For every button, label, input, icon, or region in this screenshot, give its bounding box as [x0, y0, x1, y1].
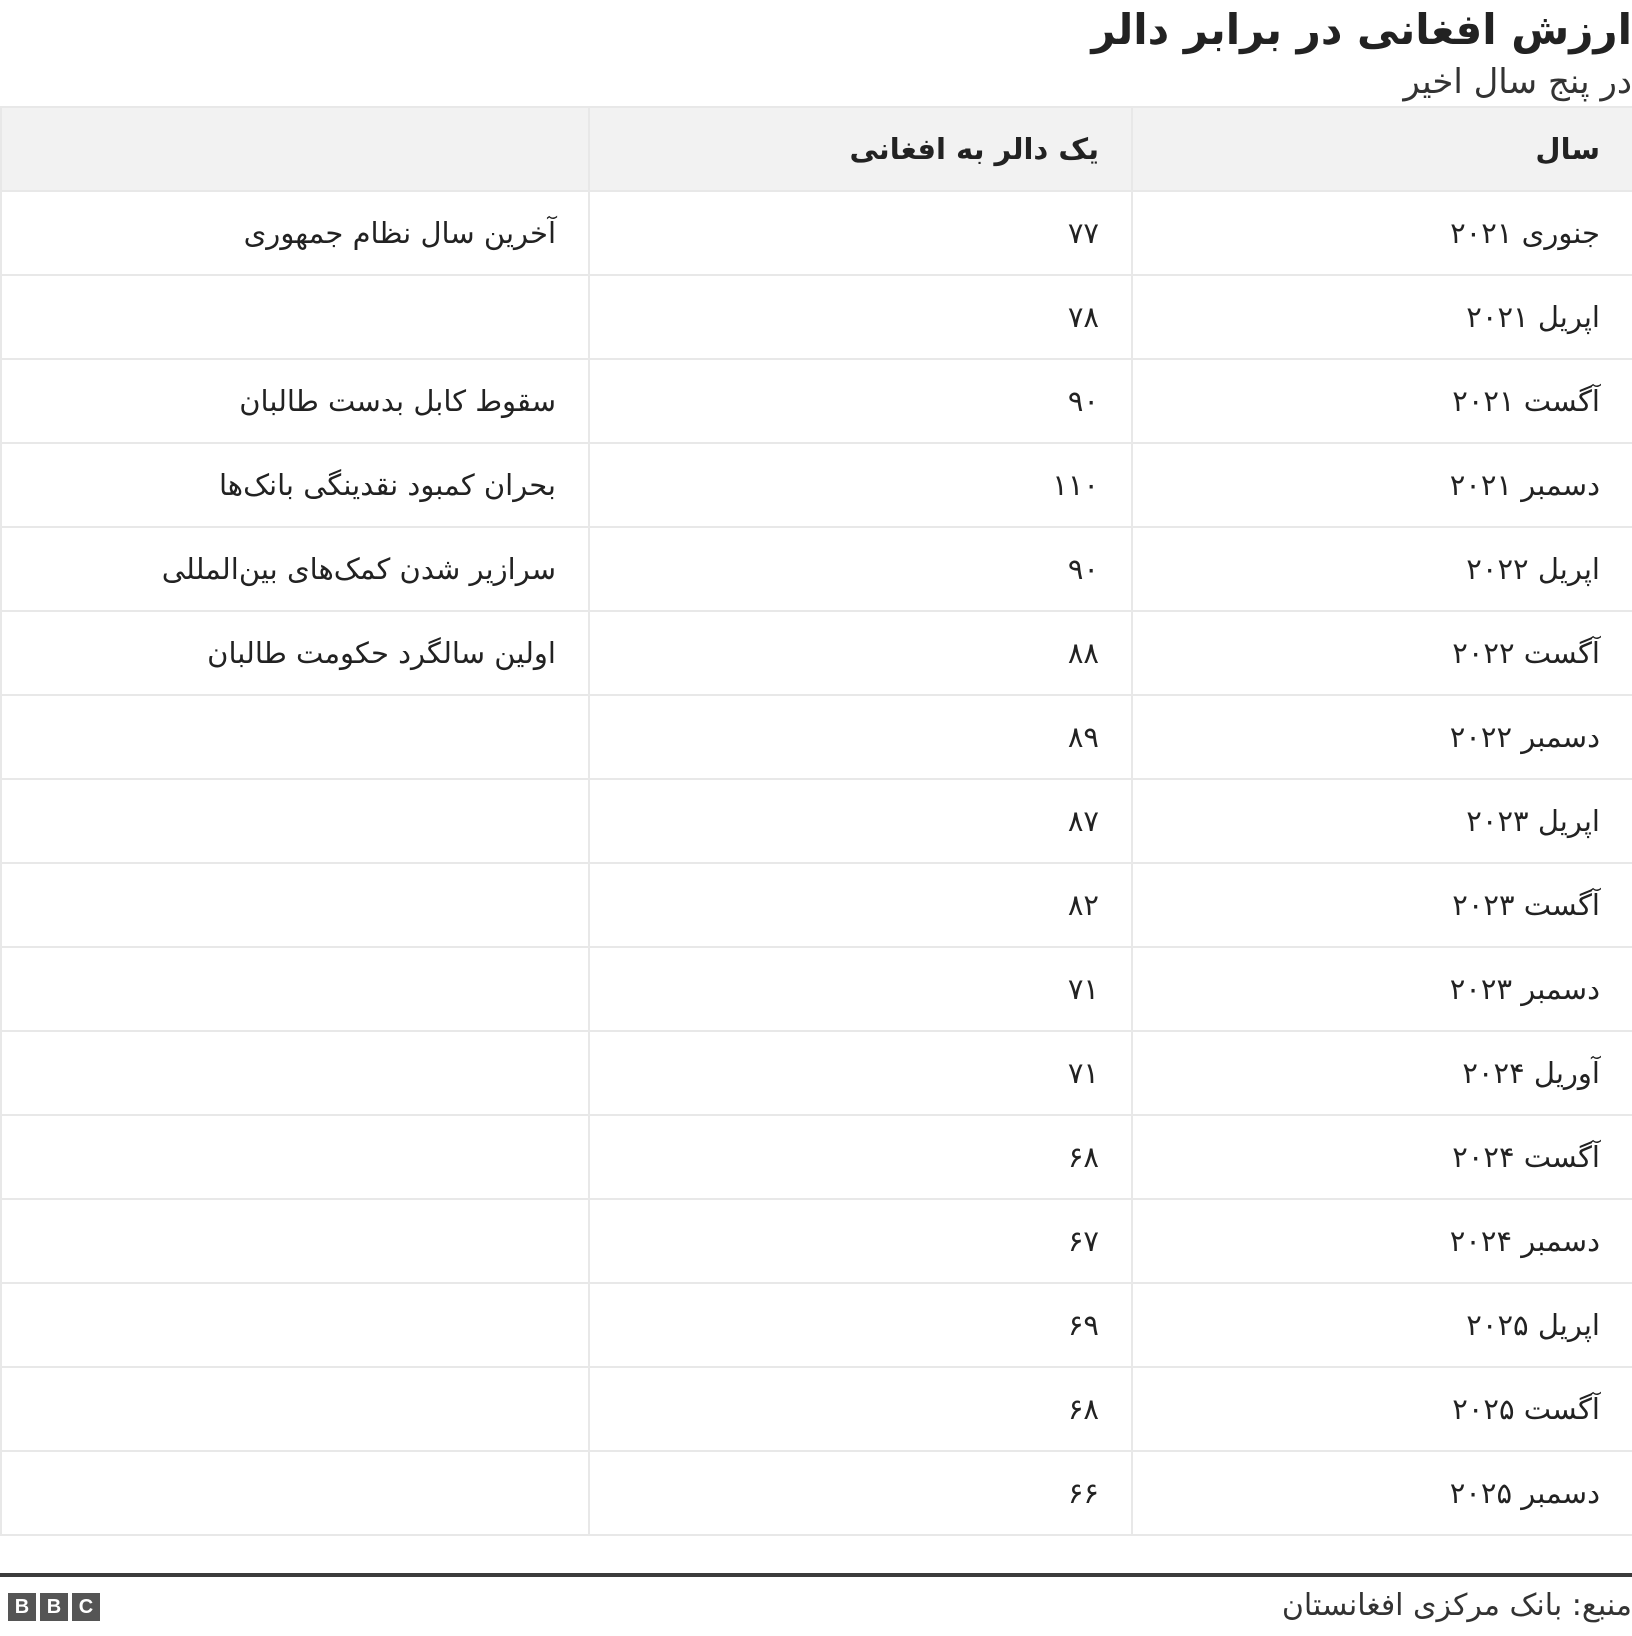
- bbc-logo: [8, 1593, 100, 1621]
- cell-rate: ۶۸: [589, 1115, 1132, 1199]
- source-note: منبع: بانک مرکزی افغانستان: [1281, 1588, 1632, 1623]
- bbc-logo-b2: B: [40, 1593, 68, 1621]
- cell-rate: ۱۱۰: [589, 443, 1132, 527]
- bbc-logo-b1: B: [8, 1593, 36, 1621]
- cell-rate: ۸۷: [589, 779, 1132, 863]
- table-row: [1, 779, 1632, 863]
- cell-rate: ۶۶: [589, 1451, 1132, 1535]
- cell-year: اپریل ۲۰۲۳: [1132, 779, 1632, 863]
- cell-rate: ۸۸: [589, 611, 1132, 695]
- cell-note: بحران کمبود نقدینگی بانک‌ها: [1, 443, 589, 527]
- table-row: [1, 1115, 1632, 1199]
- exchange-rate-table: [0, 106, 1632, 1536]
- table-row: [1, 1199, 1632, 1283]
- cell-note: [1, 1367, 589, 1451]
- header-year: سال: [1132, 107, 1632, 191]
- cell-rate: ۹۰: [589, 527, 1132, 611]
- footer-divider: [0, 1573, 1632, 1577]
- cell-note: اولین سالگرد حکومت طالبان: [1, 611, 589, 695]
- cell-year: اپریل ۲۰۲۲: [1132, 527, 1632, 611]
- cell-note: سرازیر شدن کمک‌های بین‌المللی: [1, 527, 589, 611]
- cell-rate: ۶۹: [589, 1283, 1132, 1367]
- cell-note: [1, 1283, 589, 1367]
- table-row: [1, 947, 1632, 1031]
- cell-year: اپریل ۲۰۲۱: [1132, 275, 1632, 359]
- bbc-logo-c: C: [72, 1593, 100, 1621]
- cell-year: آگست ۲۰۲۴: [1132, 1115, 1632, 1199]
- table-row: [1, 527, 1632, 611]
- table-row: [1, 1451, 1632, 1535]
- header-rate: یک دالر به افغانی: [589, 107, 1132, 191]
- cell-rate: ۶۷: [589, 1199, 1132, 1283]
- table-row: [1, 695, 1632, 779]
- header-note: [1, 107, 589, 191]
- cell-year: آگست ۲۰۲۵: [1132, 1367, 1632, 1451]
- cell-note: [1, 275, 589, 359]
- cell-note: [1, 863, 589, 947]
- cell-note: [1, 1031, 589, 1115]
- cell-note: [1, 947, 589, 1031]
- cell-year: جنوری ۲۰۲۱: [1132, 191, 1632, 275]
- page-subtitle: در پنج سال اخیر: [1403, 62, 1632, 102]
- cell-note: [1, 779, 589, 863]
- table-row: [1, 359, 1632, 443]
- cell-year: آگست ۲۰۲۱: [1132, 359, 1632, 443]
- page-title: ارزش افغانی در برابر دالر: [1091, 5, 1632, 54]
- cell-note: سقوط کابل بدست طالبان: [1, 359, 589, 443]
- cell-rate: ۷۷: [589, 191, 1132, 275]
- table-row: [1, 863, 1632, 947]
- table-row: [1, 1031, 1632, 1115]
- table-row: [1, 443, 1632, 527]
- table-row: [1, 275, 1632, 359]
- cell-year: آگست ۲۰۲۳: [1132, 863, 1632, 947]
- cell-rate: ۸۹: [589, 695, 1132, 779]
- cell-note: [1, 1199, 589, 1283]
- cell-rate: ۷۱: [589, 1031, 1132, 1115]
- cell-year: دسمبر ۲۰۲۱: [1132, 443, 1632, 527]
- cell-year: آگست ۲۰۲۲: [1132, 611, 1632, 695]
- table-header-row: [1, 107, 1632, 191]
- table-row: [1, 1367, 1632, 1451]
- cell-year: دسمبر ۲۰۲۲: [1132, 695, 1632, 779]
- cell-year: اپریل ۲۰۲۵: [1132, 1283, 1632, 1367]
- cell-year: آوریل ۲۰۲۴: [1132, 1031, 1632, 1115]
- cell-note: آخرین سال نظام جمهوری: [1, 191, 589, 275]
- cell-rate: ۷۱: [589, 947, 1132, 1031]
- cell-year: دسمبر ۲۰۲۳: [1132, 947, 1632, 1031]
- cell-rate: ۷۸: [589, 275, 1132, 359]
- cell-note: [1, 695, 589, 779]
- table-row: [1, 191, 1632, 275]
- cell-note: [1, 1115, 589, 1199]
- table-row: [1, 611, 1632, 695]
- cell-rate: ۹۰: [589, 359, 1132, 443]
- cell-note: [1, 1451, 589, 1535]
- table-row: [1, 1283, 1632, 1367]
- cell-year: دسمبر ۲۰۲۴: [1132, 1199, 1632, 1283]
- cell-rate: ۶۸: [589, 1367, 1132, 1451]
- cell-rate: ۸۲: [589, 863, 1132, 947]
- cell-year: دسمبر ۲۰۲۵: [1132, 1451, 1632, 1535]
